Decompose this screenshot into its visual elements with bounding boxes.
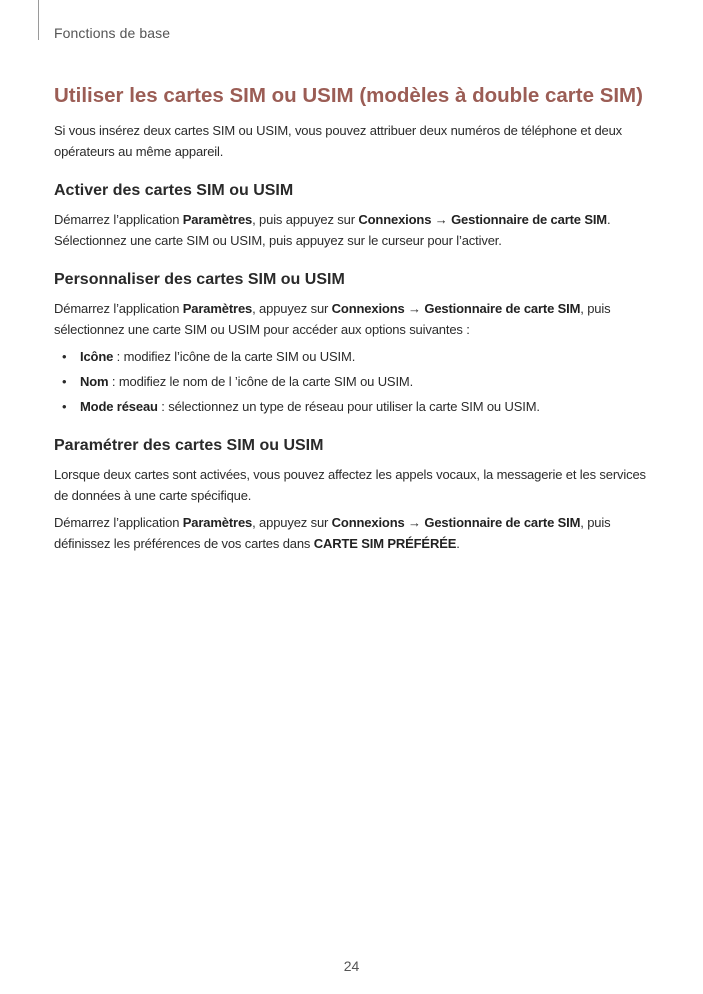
term-connexions: Connexions	[358, 212, 432, 227]
heading-personnaliser: Personnaliser des cartes SIM ou USIM	[54, 271, 345, 288]
term-parametres: Paramètres	[182, 515, 253, 530]
text: Démarrez l’application	[54, 212, 183, 227]
term-carte-pref: CARTE SIM PRÉFÉRÉE	[313, 536, 457, 551]
parametrer-paragraph-1: Lorsque deux cartes sont activées, vous pouvez affectez les appels vocaux, la messagerie et les services de données à une carte spécifique.	[54, 467, 646, 503]
text: Démarrez l’application	[54, 301, 183, 316]
term-connexions: Connexions	[331, 515, 405, 530]
option-desc: : modifiez l’icône de la carte SIM ou USIM.	[113, 349, 356, 364]
term-gestionnaire: Gestionnaire de carte SIM	[424, 301, 581, 316]
term-parametres: Paramètres	[182, 301, 253, 316]
text: , puis sélectionnez une carte SIM ou USIM pour accéder aux options suivantes :	[54, 301, 611, 337]
options-list	[54, 346, 654, 417]
bullet: •	[62, 399, 67, 414]
term-connexions: Connexions	[331, 301, 405, 316]
heading-activer: Activer des cartes SIM ou USIM	[54, 182, 294, 199]
text: .	[456, 536, 460, 551]
option-desc: : sélectionnez un type de réseau pour utiliser la carte SIM ou USIM.	[157, 399, 540, 414]
term-gestionnaire: Gestionnaire de carte SIM	[424, 515, 581, 530]
text: Démarrez l’application	[54, 515, 183, 530]
text: , appuyez sur	[252, 301, 332, 316]
text: . Sélectionnez une carte SIM ou USIM, puis appuyez sur le curseur pour l’activer.	[54, 212, 611, 248]
list-item	[54, 396, 654, 417]
bullet: •	[62, 374, 67, 389]
option-term: Mode réseau	[80, 399, 158, 414]
option-term: Nom	[80, 374, 109, 389]
arrow: →	[404, 301, 425, 316]
term-parametres: Paramètres	[182, 212, 253, 227]
term-gestionnaire: Gestionnaire de carte SIM	[451, 212, 607, 227]
list-item	[54, 346, 654, 367]
option-desc: : modifiez le nom de l ’icône de la carte SIM ou USIM.	[108, 374, 414, 389]
arrow: →	[431, 212, 452, 227]
section-label: Fonctions de base	[54, 25, 171, 41]
list-item	[54, 371, 654, 392]
header-rule	[38, 0, 39, 40]
parametrer-paragraph-2	[54, 512, 654, 554]
page-content	[54, 82, 654, 560]
personnaliser-paragraph	[54, 298, 654, 340]
text: , puis appuyez sur	[252, 212, 359, 227]
bullet: •	[62, 349, 67, 364]
intro-paragraph: Si vous insérez deux cartes SIM ou USIM, vous pouvez attribuer deux numéros de téléphone et deux opérateurs au même appareil.	[54, 123, 623, 159]
activer-paragraph	[54, 209, 654, 251]
text: , puis définissez les préférences de vos cartes dans	[54, 515, 611, 551]
heading-parametrer: Paramétrer des cartes SIM ou USIM	[54, 437, 324, 454]
text: , appuyez sur	[252, 515, 332, 530]
option-term: Icône	[80, 349, 114, 364]
arrow: →	[404, 515, 425, 530]
page-title: Utiliser les cartes SIM ou USIM (modèles à double carte SIM)	[54, 84, 643, 107]
page-number: 24	[343, 958, 360, 974]
